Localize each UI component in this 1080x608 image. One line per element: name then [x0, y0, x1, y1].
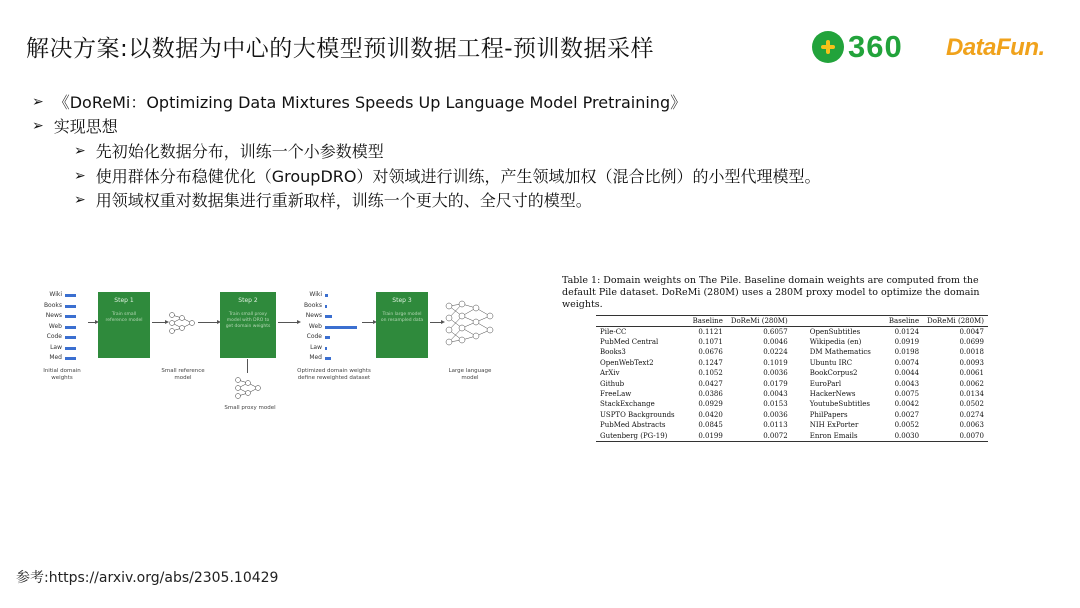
table-cell: 0.0043 — [763, 389, 788, 398]
table-cell: 0.0062 — [959, 379, 984, 388]
caption-initial-weights: Initial domain weights — [43, 368, 81, 381]
caption-large-model: Large language model — [448, 368, 492, 381]
table-cell: 0.0046 — [763, 337, 788, 346]
table-cell: 0.0676 — [698, 348, 723, 357]
table-row — [596, 389, 988, 399]
table-body — [596, 327, 988, 442]
table-header-cell: Baseline — [689, 316, 727, 327]
small-reference-network-icon — [168, 310, 196, 336]
table-row — [596, 369, 988, 379]
table-cell: 0.1071 — [698, 337, 723, 346]
flow-arrow — [88, 322, 96, 323]
table-cell: Github — [600, 379, 625, 388]
table-cell: 0.0036 — [763, 410, 788, 419]
table-cell: 0.0845 — [698, 421, 723, 430]
domain-label: Wiki — [49, 291, 62, 298]
domain-label: Web — [308, 322, 322, 330]
table-cell: Books3 — [600, 348, 626, 357]
slide-title: 解决方案:以数据为中心的大模型预训数据工程-预训数据采样 — [26, 36, 655, 62]
domain-label: Law — [310, 343, 322, 351]
table-cell: 0.0502 — [959, 400, 984, 409]
domain-weight-bar — [65, 357, 76, 360]
sub-bullet-text: 使用群体分布稳健优化（GroupDRO）对领域进行训练，产生领域加权（混合比例）的小型代理模型。 — [95, 167, 821, 186]
table-cell: NIH ExPorter — [809, 421, 859, 430]
domain-label: Med — [49, 354, 62, 361]
table-cell: 0.0074 — [894, 358, 920, 367]
optimized-domain-labels — [300, 290, 322, 364]
flow-arrow — [198, 322, 218, 323]
caption-optimized-weights: Optimized domain weights define reweighted dataset — [297, 368, 371, 381]
bullet-arrow-icon: ➢ — [32, 93, 44, 110]
table-cell: Ubuntu IRC — [809, 358, 853, 367]
step2-box — [220, 292, 276, 358]
table-cell: 0.0198 — [894, 348, 920, 357]
domain-weight-bar — [65, 294, 76, 297]
down-arrow-line — [247, 359, 248, 373]
table-row — [596, 327, 988, 338]
domain-weight-bar — [325, 305, 327, 308]
sub-bullet-text: 用领域权重对数据集进行重新取样，训练一个更大的、全尺寸的模型。 — [95, 191, 592, 210]
sub-bullet-text: 先初始化数据分布，训练一个小参数模型 — [95, 142, 384, 161]
table-row — [596, 400, 988, 410]
sub-bullet-3 — [74, 188, 592, 211]
flow-arrow — [362, 322, 374, 323]
table-cell: BookCorpus2 — [809, 369, 858, 378]
table-cell: 0.0036 — [763, 369, 788, 378]
bullet-arrow-icon: ➢ — [74, 167, 86, 184]
table-cell: 0.0075 — [894, 389, 920, 398]
logo-datafun: DataFun. — [946, 34, 1045, 61]
domain-label: Books — [43, 301, 62, 309]
table-cell: 0.0061 — [959, 369, 984, 378]
domain-weight-bar — [65, 315, 76, 318]
step2-desc: Train small proxy model with DRO to get domain weights — [225, 312, 271, 329]
optimized-weight-bars — [325, 294, 359, 368]
table-cell: 0.0027 — [894, 410, 920, 419]
caption-small-reference: Small reference model — [161, 368, 205, 381]
bullet-idea — [32, 114, 118, 137]
table-row — [596, 337, 988, 347]
table-cell: 0.0052 — [894, 421, 920, 430]
table-cell: 0.1121 — [698, 327, 723, 336]
table-cell: 0.0153 — [763, 400, 788, 409]
table-cell: 0.0134 — [959, 389, 984, 398]
table-cell: FreeLaw — [600, 389, 632, 398]
table-cell: StackExchange — [600, 400, 655, 409]
domain-weight-bar — [65, 336, 76, 339]
domain-label: Law — [50, 343, 62, 351]
logo-360 — [812, 30, 903, 64]
table-cell: 0.1019 — [763, 358, 788, 367]
table-header-cell — [792, 316, 885, 327]
bullet-arrow-icon: ➢ — [74, 191, 86, 208]
domain-weights-table — [596, 315, 988, 442]
step3-title: Step 3 — [392, 297, 412, 304]
table-row — [596, 348, 988, 358]
table-cell: 0.0018 — [959, 348, 984, 357]
table-cell: 0.0043 — [894, 379, 920, 388]
table-cell: PhilPapers — [809, 410, 848, 419]
domain-label: Books — [303, 301, 322, 309]
table-cell: OpenSubtitles — [809, 327, 861, 336]
table-cell: Gutenberg (PG-19) — [596, 431, 689, 442]
table-cell: 0.0042 — [894, 400, 920, 409]
table-cell: Wikipedia (en) — [809, 337, 862, 346]
flow-arrow — [152, 322, 166, 323]
bullet-arrow-icon: ➢ — [32, 117, 44, 134]
table-cell: 0.0063 — [959, 421, 984, 430]
table-cell: 0.0072 — [727, 431, 792, 442]
table-cell: 0.0386 — [698, 389, 723, 398]
domain-weight-bar — [325, 294, 328, 297]
table-cell: 0.0427 — [698, 379, 723, 388]
table-row — [596, 410, 988, 420]
table-row — [596, 379, 988, 389]
table-cell: 0.0093 — [959, 358, 984, 367]
table-cell: 0.0199 — [689, 431, 727, 442]
bullet-paper-text: 《DoReMi：Optimizing Data Mixtures Speeds Up Language Model Pretraining》 — [53, 93, 687, 112]
small-proxy-network-icon — [234, 375, 262, 401]
table-cell: YoutubeSubtitles — [809, 400, 871, 409]
bullet-paper — [32, 90, 686, 113]
table-cell: 0.0070 — [923, 431, 988, 442]
table-header-cell: DoReMi (280M) — [923, 316, 988, 327]
initial-weight-bars — [65, 294, 95, 368]
table-cell: 0.0919 — [894, 337, 920, 346]
large-language-model-network-icon — [444, 298, 496, 348]
table-cell: PubMed Central — [600, 337, 659, 346]
table-cell: 0.0113 — [763, 421, 788, 430]
bullet-arrow-icon: ➢ — [74, 142, 86, 159]
domain-weight-bar — [325, 336, 330, 339]
table-cell: USPTO Backgrounds — [600, 410, 675, 419]
table-cell: 0.1247 — [698, 358, 723, 367]
domain-weight-bar — [65, 347, 76, 350]
domain-label: Med — [309, 354, 322, 361]
table-cell: 0.0044 — [894, 369, 920, 378]
domain-weight-bar — [65, 326, 76, 329]
table-cell: 0.0274 — [959, 410, 984, 419]
domain-weight-bar — [325, 315, 332, 318]
table-cell: DM Mathematics — [809, 348, 871, 357]
doremi-pipeline-figure — [40, 286, 510, 416]
table-caption: Table 1: Domain weights on The Pile. Baseline domain weights are computed from the default Pile dataset. DoReMi (280M) uses a 280M proxy model to optimize the domain weights. — [562, 275, 980, 310]
table-cell: 0.0699 — [959, 337, 984, 346]
flow-arrow — [430, 322, 442, 323]
table-header-cell: DoReMi (280M) — [727, 316, 792, 327]
step3-box — [376, 292, 428, 358]
table-cell: 0.6057 — [763, 327, 788, 336]
flow-arrow — [278, 322, 298, 323]
table-cell: HackerNews — [809, 389, 856, 398]
initial-domain-labels — [40, 290, 62, 364]
table-row — [596, 358, 988, 368]
logo-360-text: 360 — [848, 29, 903, 64]
table-cell: 0.0179 — [763, 379, 788, 388]
table-cell: PubMed Abstracts — [600, 421, 666, 430]
table-cell: Enron Emails — [792, 431, 885, 442]
domain-weight-bar — [325, 347, 327, 350]
domain-label: Code — [46, 333, 62, 340]
sub-bullet-1 — [74, 139, 384, 162]
step2-title: Step 2 — [238, 297, 258, 304]
table-header-row — [596, 316, 988, 327]
table-header-cell — [596, 316, 689, 327]
logo-360-plus-icon — [812, 31, 844, 63]
step1-title: Step 1 — [114, 297, 134, 304]
table-cell: OpenWebText2 — [600, 358, 654, 367]
domain-label: News — [305, 312, 322, 319]
bullet-idea-text: 实现思想 — [53, 117, 118, 136]
table-row — [596, 421, 988, 431]
table-cell: 0.0224 — [763, 348, 788, 357]
domain-weight-bar — [325, 357, 331, 360]
table-cell: EuroParl — [809, 379, 842, 388]
sub-bullet-2 — [74, 164, 820, 187]
table-cell: 0.0047 — [959, 327, 984, 336]
step1-desc: Train small reference model — [105, 312, 143, 323]
table-cell: 0.0929 — [698, 400, 723, 409]
step3-desc: Train large model on resampled data — [380, 312, 424, 323]
domain-weight-bar — [325, 326, 357, 329]
domain-weights-table-block — [562, 275, 992, 442]
table-cell: 0.1052 — [698, 369, 723, 378]
table-header-cell: Baseline — [885, 316, 923, 327]
step1-box — [98, 292, 150, 358]
table-cell: ArXiv — [600, 369, 620, 378]
table-cell: 0.0124 — [894, 327, 920, 336]
table-row — [596, 431, 988, 442]
domain-label: Wiki — [309, 291, 322, 298]
table-cell: Pile-CC — [600, 327, 627, 336]
domain-weight-bar — [65, 305, 76, 308]
domain-label: News — [45, 312, 62, 319]
caption-small-proxy: Small proxy model — [224, 405, 276, 411]
reference-link[interactable]: 参考:https://arxiv.org/abs/2305.10429 — [16, 570, 279, 586]
domain-label: Code — [306, 333, 322, 340]
table-cell: 0.0030 — [885, 431, 923, 442]
table-cell: 0.0420 — [698, 410, 723, 419]
domain-label: Web — [48, 322, 62, 330]
